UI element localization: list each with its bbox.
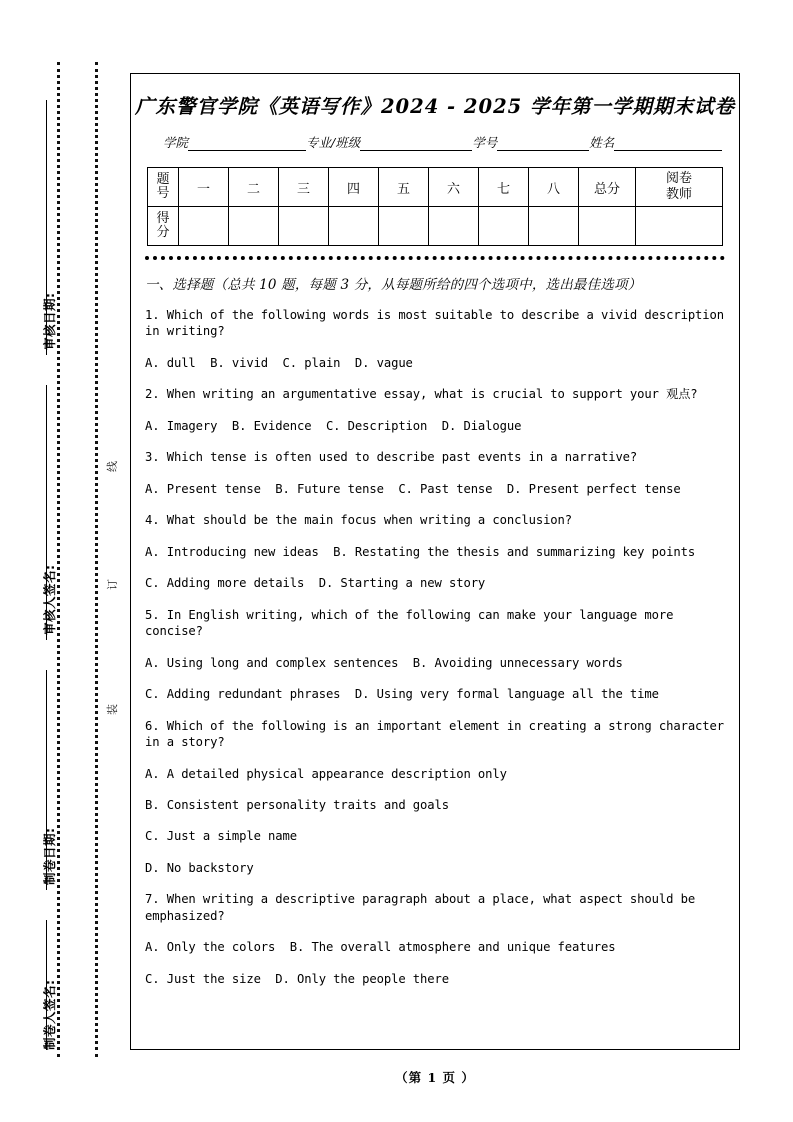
field-major-class-label: 专业/班级 [306, 135, 361, 150]
score-cell-q3[interactable] [279, 207, 329, 246]
page-footer [130, 1068, 740, 1086]
section-heading-1: 一、选择题（总共 10 题，每题 3 分，从每题所给的四个选项中，选出最佳选项） [145, 277, 642, 293]
table-cell-q6: 六 [429, 168, 479, 207]
field-student-number [472, 133, 589, 151]
field-major-class-input[interactable] [360, 137, 472, 151]
score-cell-q1[interactable] [179, 207, 229, 246]
table-cell-q2: 二 [229, 168, 279, 207]
table-cell-q3: 三 [279, 168, 329, 207]
question-6-options-line-4: D. No backstory [145, 860, 254, 875]
question-1-options-line-1: A. dull B. vivid C. plain D. vague [145, 355, 413, 370]
table-cell-teacher-label [636, 168, 723, 207]
fold-dotted-line-inner [95, 62, 98, 1057]
question-7-options-line-2: C. Just the size D. Only the people there [145, 971, 449, 986]
field-college-input[interactable] [188, 137, 306, 151]
teacher-label-line-2: 教师 [665, 187, 692, 202]
field-college-label: 学院 [163, 135, 189, 150]
row-label-char-4: 分 [156, 225, 170, 240]
field-student-number-label: 学号 [472, 135, 498, 150]
question-2-options-line-1: A. Imagery B. Evidence C. Description D. Dialogue [145, 418, 522, 433]
fold-dotted-line-outer [57, 62, 60, 1057]
question-4-options-line-2: C. Adding more details D. Starting a new story [145, 576, 486, 591]
binding-mark-line: 线 [101, 461, 123, 473]
score-table [147, 167, 723, 246]
question-6-text: 6. Which of the following is an important element in creating a strong character in a story? [145, 718, 732, 750]
row-label-score [148, 207, 179, 246]
student-id-fields [131, 133, 739, 151]
row-label-char-3: 得 [156, 211, 170, 227]
score-cell-total[interactable] [579, 207, 636, 246]
section-separator-dotted [145, 256, 725, 260]
question-3-text: 3. Which tense is often used to describe past events in a narrative? [145, 450, 638, 465]
score-cell-q4[interactable] [329, 207, 379, 246]
page-title: 广东警官学院《英语写作》2024 - 2025 学年第一学期期末试卷 [134, 95, 735, 118]
question-6-options-line-3: C. Just a simple name [145, 829, 297, 844]
question-5-text: 5. In English writing, which of the following can make your language more concise? [145, 607, 681, 639]
table-row-scores [148, 207, 723, 246]
score-cell-q2[interactable] [229, 207, 279, 246]
score-cell-q8[interactable] [529, 207, 579, 246]
binding-margin [0, 0, 128, 1122]
exam-question-body [131, 273, 739, 987]
question-2-text: 2. When writing an argumentative essay, what is crucial to support your 观点? [145, 387, 698, 402]
exam-paper-content [130, 73, 740, 1050]
table-cell-q7: 七 [479, 168, 529, 207]
table-cell-q8: 八 [529, 168, 579, 207]
page-indicator: （第 1 页 ） [395, 1070, 475, 1085]
score-cell-q5[interactable] [379, 207, 429, 246]
table-cell-q4: 四 [329, 168, 379, 207]
field-college [163, 133, 306, 151]
score-cell-q6[interactable] [429, 207, 479, 246]
question-5-options-line-2: C. Adding redundant phrases D. Using very formal language all the time [145, 687, 659, 702]
score-cell-teacher[interactable] [636, 207, 723, 246]
review-date-label: 审核日期: [42, 292, 57, 350]
paper-maker-signature-label: 制卷人签名: [42, 979, 57, 1050]
question-5-options-line-1: A. Using long and complex sentences B. Avoiding unnecessary words [145, 655, 623, 670]
paper-made-date-label: 制卷日期: [42, 827, 57, 885]
question-6-options-line-2: B. Consistent personality traits and goals [145, 797, 449, 812]
question-1-text: 1. Which of the following words is most suitable to describe a vivid description in writing? [145, 308, 732, 339]
question-7-options-line-1: A. Only the colors B. The overall atmosphere and unique features [145, 940, 616, 955]
table-cell-q1: 一 [179, 168, 229, 207]
teacher-label-line-1: 阅卷 [665, 171, 692, 187]
field-major-class [306, 133, 472, 151]
table-row-question-numbers [148, 168, 723, 207]
score-table-container [147, 167, 723, 246]
table-cell-total-label: 总分 [579, 168, 636, 207]
field-name-input[interactable] [614, 137, 722, 151]
field-name [589, 133, 722, 151]
reviewer-signature-label: 审核人签名: [42, 564, 57, 635]
question-6-options-line-1: A. A detailed physical appearance description only [145, 766, 507, 781]
field-name-label: 姓名 [589, 135, 615, 150]
question-3-options-line-1: A. Present tense B. Future tense C. Past tense D. Present perfect tense [145, 481, 681, 496]
binding-mark-bind: 装 [101, 704, 123, 716]
question-7-text: 7. When writing a descriptive paragraph about a place, what aspect should be emphasized? [145, 892, 703, 923]
score-cell-q7[interactable] [479, 207, 529, 246]
binding-mark-staple: 订 [101, 579, 123, 591]
field-student-number-input[interactable] [497, 137, 589, 151]
question-4-text: 4. What should be the main focus when writing a conclusion? [145, 513, 573, 528]
question-4-options-line-1: A. Introducing new ideas B. Restating the thesis and summarizing key points [145, 544, 696, 559]
row-label-char-2: 号 [156, 186, 170, 201]
row-label-question-number [148, 168, 179, 207]
table-cell-q5: 五 [379, 168, 429, 207]
row-label-char-1: 题 [156, 172, 170, 188]
